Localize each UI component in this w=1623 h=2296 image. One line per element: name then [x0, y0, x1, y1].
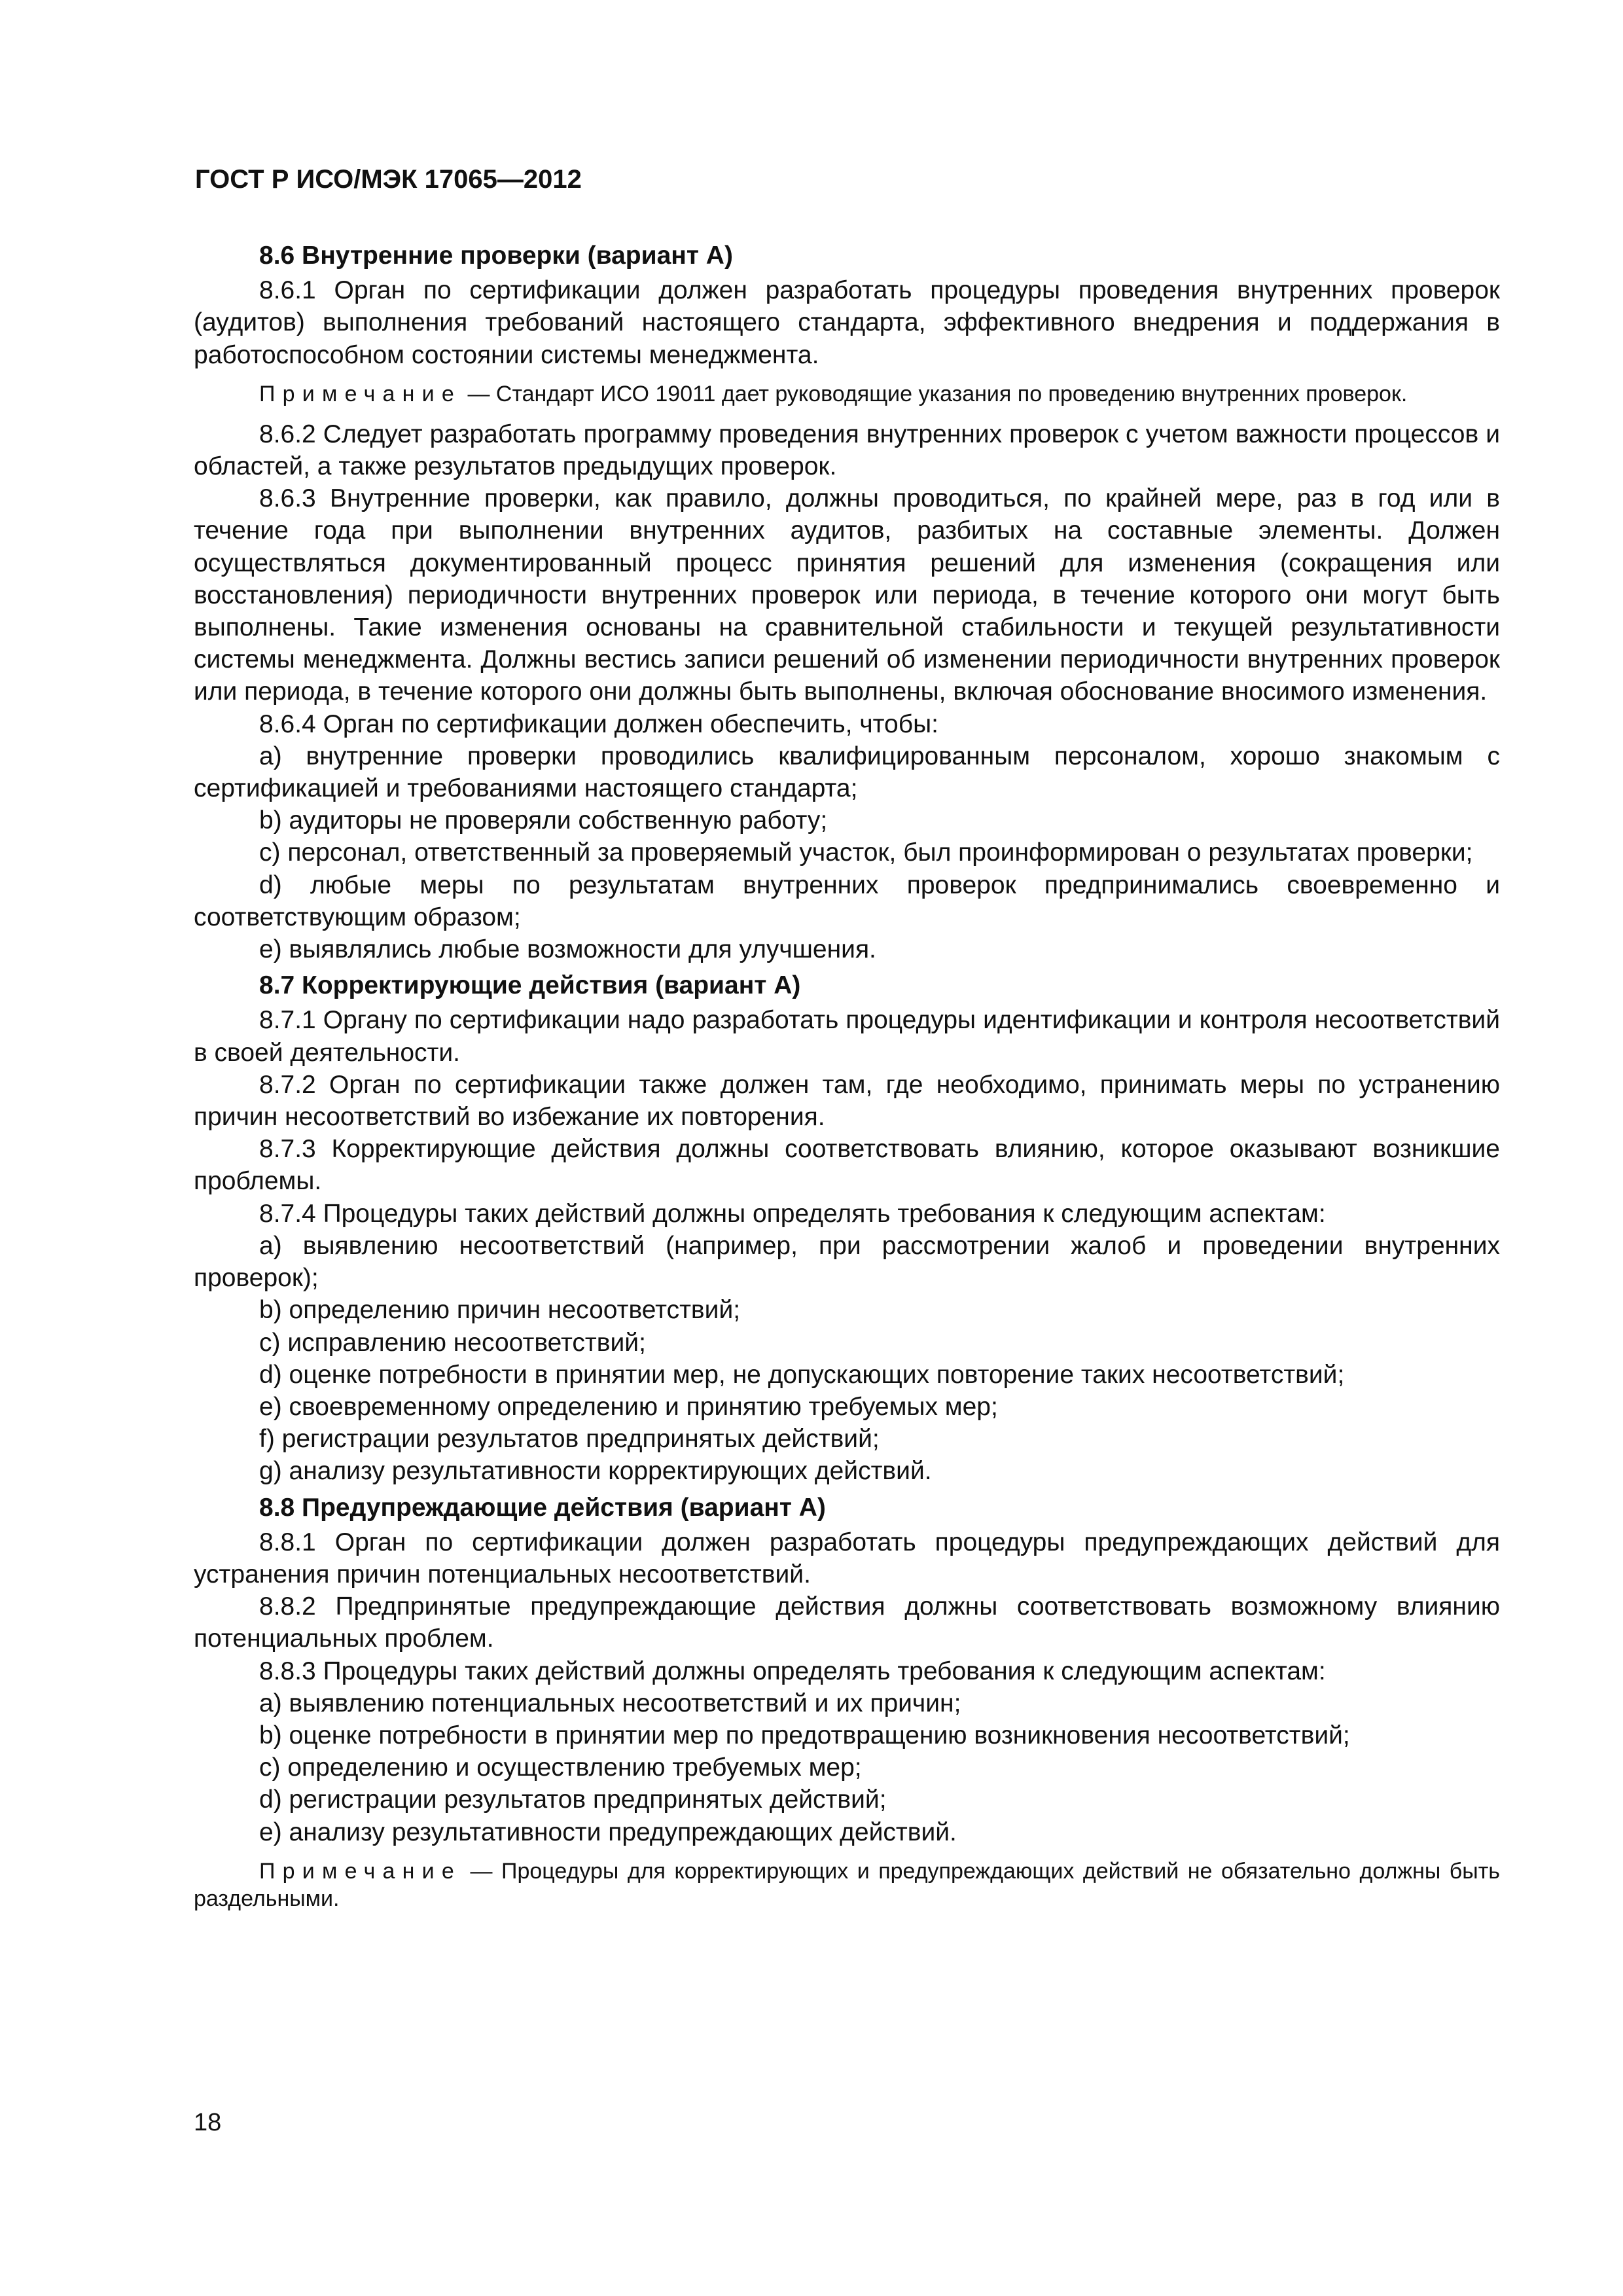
list-item-8-7-4-a: а) выявлению несоответствий (например, при рассмотрении жалоб и проведении внутренних проверок);: [194, 1231, 1500, 1293]
list-item-8-7-4-e: е) своевременному определению и принятию требуемых мер;: [259, 1392, 998, 1421]
note-8-6: [194, 380, 1500, 408]
note-text: — Стандарт ИСО 19011 дает руководящие указания по проведению внутренних проверок.: [461, 381, 1408, 406]
paragraph-8-8-2: 8.8.2 Предпринятые предупреждающие действия должны соответствовать возможному влиянию потенциальных проблем.: [194, 1592, 1500, 1653]
paragraph-8-8-1: 8.8.1 Орган по сертификации должен разработать процедуры предупреждающих действий для устранения причин потенциальных несоответствий.: [194, 1528, 1500, 1588]
list-item-8-6-4-d: d) любые меры по результатам внутренних проверок предпринимались своевременно и соответствующим образом;: [194, 870, 1500, 931]
section-heading-8-6: 8.6 Внутренние проверки (вариант А): [259, 242, 733, 270]
list-item-8-6-4-b: b) аудиторы не проверяли собственную работу;: [259, 806, 828, 835]
section-heading-8-7: 8.7 Корректирующие действия (вариант А): [259, 971, 801, 1000]
paragraph-8-7-2: 8.7.2 Орган по сертификации также должен там, где необходимо, принимать меры по устранению причин несоответствий во избежание их повторения.: [194, 1070, 1500, 1132]
paragraph-8-7-1: 8.7.1 Органу по сертификации надо разработать процедуры идентификации и контроля несоответствий в своей деятельности.: [194, 1006, 1500, 1067]
list-item-8-7-4-g: g) анализу результативности корректирующих действий.: [259, 1457, 932, 1486]
note-text: — Процедуры для корректирующих и предупреждающих действий не обязательно должны быть раздельными.: [194, 1858, 1500, 1911]
paragraph-8-8-3: 8.8.3 Процедуры таких действий должны определять требования к следующим аспектам:: [259, 1657, 1326, 1685]
list-item-8-8-3-a: а) выявлению потенциальных несоответствий и их причин;: [259, 1689, 961, 1717]
paragraph-8-6-1: 8.6.1 Орган по сертификации должен разработать процедуры проведения внутренних проверок (аудитов) выполнения требований настоящего стандарта, эффективного внедрения и поддержания в работоспособном состоянии системы менеджмента.: [194, 276, 1500, 369]
list-item-8-7-4-b: b) определению причин несоответствий;: [259, 1296, 741, 1325]
list-item-8-8-3-d: d) регистрации результатов предпринятых действий;: [259, 1785, 887, 1814]
section-heading-8-8: 8.8 Предупреждающие действия (вариант А): [259, 1493, 826, 1522]
list-item-8-8-3-e: е) анализу результативности предупреждающих действий.: [259, 1818, 957, 1846]
list-item-8-6-4-e: е) выявлялись любые возможности для улучшения.: [259, 935, 876, 964]
list-item-8-7-4-f: f) регистрации результатов предпринятых действий;: [259, 1425, 880, 1454]
paragraph-8-6-4: 8.6.4 Орган по сертификации должен обеспечить, чтобы:: [259, 709, 938, 738]
paragraph-8-7-3: 8.7.3 Корректирующие действия должны соответствовать влиянию, которое оказывают возникшие проблемы.: [194, 1135, 1500, 1196]
list-item-8-7-4-c: с) исправлению несоответствий;: [259, 1328, 646, 1357]
list-item-8-7-4-d: d) оценке потребности в принятии мер, не допускающих повторение таких несоответствий;: [259, 1360, 1345, 1389]
note-label: Примечание: [259, 1858, 461, 1884]
page-number: 18: [194, 2109, 222, 2136]
document-body: [194, 236, 1500, 1923]
paragraph-8-6-2: 8.6.2 Следует разработать программу проведения внутренних проверок с учетом важности процессов и областей, а также результатов предыдущих проверок.: [194, 420, 1500, 481]
list-item-8-8-3-c: с) определению и осуществлению требуемых мер;: [259, 1753, 862, 1782]
paragraph-8-7-4: 8.7.4 Процедуры таких действий должны определять требования к следующим аспектам:: [259, 1199, 1326, 1228]
list-item-8-6-4-a: а) внутренние проверки проводились квалифицированным персоналом, хорошо знакомым с сертификацией и требованиями настоящего стандарта;: [194, 742, 1500, 803]
list-item-8-6-4-c: с) персонал, ответственный за проверяемый участок, был проинформирован о результатах проверки;: [259, 838, 1473, 867]
note-label: Примечание: [259, 381, 461, 406]
note-8-8: [194, 1857, 1500, 1912]
paragraph-8-6-3: 8.6.3 Внутренние проверки, как правило, должны проводиться, по крайней мере, раз в год или в течение года при выполнении внутренних аудитов, разбитых на составные элементы. Должен осуществляться документированный процесс принятия решений для изменения (сокращения или восстановления) периодичности внутренних проверок или периода, в течение которого они могут быть выполнены. Такие изменения основаны на сравнительной стабильности и текущей результативности системы менеджмента. Должны вестись записи решений об изменении периодичности внутренних проверок или периода, в течение которого они должны быть выполнены, включая обоснование вносимого изменения.: [194, 484, 1500, 706]
list-item-8-8-3-b: b) оценке потребности в принятии мер по предотвращению возникновения несоответствий;: [259, 1721, 1350, 1749]
document-code-header: ГОСТ Р ИСО/МЭК 17065—2012: [195, 165, 582, 194]
